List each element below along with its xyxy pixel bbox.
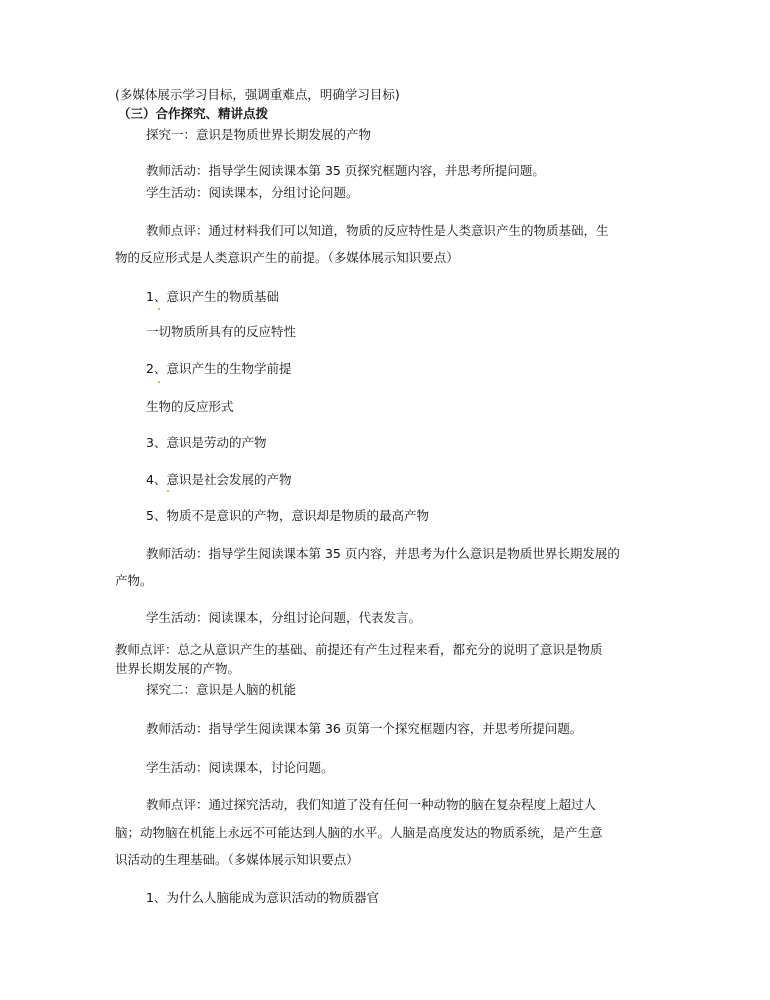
- teacher-comment-2b: 世界长期发展的产物。: [115, 661, 241, 676]
- scan-dot: [167, 490, 169, 492]
- point-5: 5、物质不是意识的产物，意识却是物质的最高产物: [146, 508, 429, 523]
- inquiry-2-title: 探究二：意识是人脑的机能: [146, 682, 297, 697]
- section-heading: （三）合作探究、精讲点拨: [118, 106, 269, 121]
- teacher-activity-3: 教师活动：指导学生阅读课本第 36 页第一个探究框题内容，并思考所提问题。: [146, 721, 583, 736]
- inquiry-1-title: 探究一：意识是物质世界长期发展的产物: [146, 127, 372, 142]
- teacher-comment-3b: 脑；动物脑在机能上永远不可能达到人脑的水平。人脑是高度发达的物质系统，是产生意: [115, 825, 603, 840]
- teacher-comment-1b: 物的反应形式是人类意识产生的前提。（多媒体展示知识要点）: [115, 250, 459, 265]
- brain-point-1: 1、为什么人脑能成为意识活动的物质器官: [146, 890, 379, 905]
- point-3: 3、意识是劳动的产物: [146, 435, 267, 450]
- point-2-detail: 生物的反应形式: [146, 399, 234, 414]
- point-2: 2、意识产生的生物学前提: [146, 361, 292, 376]
- teacher-comment-3a: 教师点评：通过探究活动，我们知道了没有任何一种动物的脑在复杂程度上超过人: [146, 797, 597, 812]
- point-4: 4、意识是社会发展的产物: [146, 472, 292, 487]
- student-activity-3: 学生活动：阅读课本，讨论问题。: [146, 760, 334, 775]
- teacher-activity-2b: 产物。: [115, 573, 153, 588]
- point-1-detail: 一切物质所具有的反应特性: [146, 324, 297, 339]
- teacher-comment-3c: 识活动的生理基础。（多媒体展示知识要点）: [115, 852, 359, 867]
- student-activity-2: 学生活动：阅读课本，分组讨论问题，代表发言。: [146, 610, 422, 625]
- teacher-comment-2a: 教师点评：总之从意识产生的基础、前提还有产生过程来看，都充分的说明了意识是物质: [115, 642, 603, 657]
- student-activity-1: 学生活动：阅读课本，分组讨论问题。: [146, 185, 359, 200]
- point-1: 1、意识产生的物质基础: [146, 289, 279, 304]
- scan-dot: [158, 381, 160, 383]
- teacher-activity-1: 教师活动：指导学生阅读课本第 35 页探究框题内容，并思考所提问题。: [146, 163, 545, 178]
- teacher-comment-1a: 教师点评：通过材料我们可以知道，物质的反应特性是人类意识产生的物质基础，生: [146, 223, 609, 238]
- media-note: (多媒体展示学习目标，强调重难点，明确学习目标): [115, 87, 400, 102]
- scan-dot: [158, 308, 160, 310]
- teacher-activity-2a: 教师活动：指导学生阅读课本第 35 页内容，并思考为什么意识是物质世界长期发展的: [146, 546, 620, 561]
